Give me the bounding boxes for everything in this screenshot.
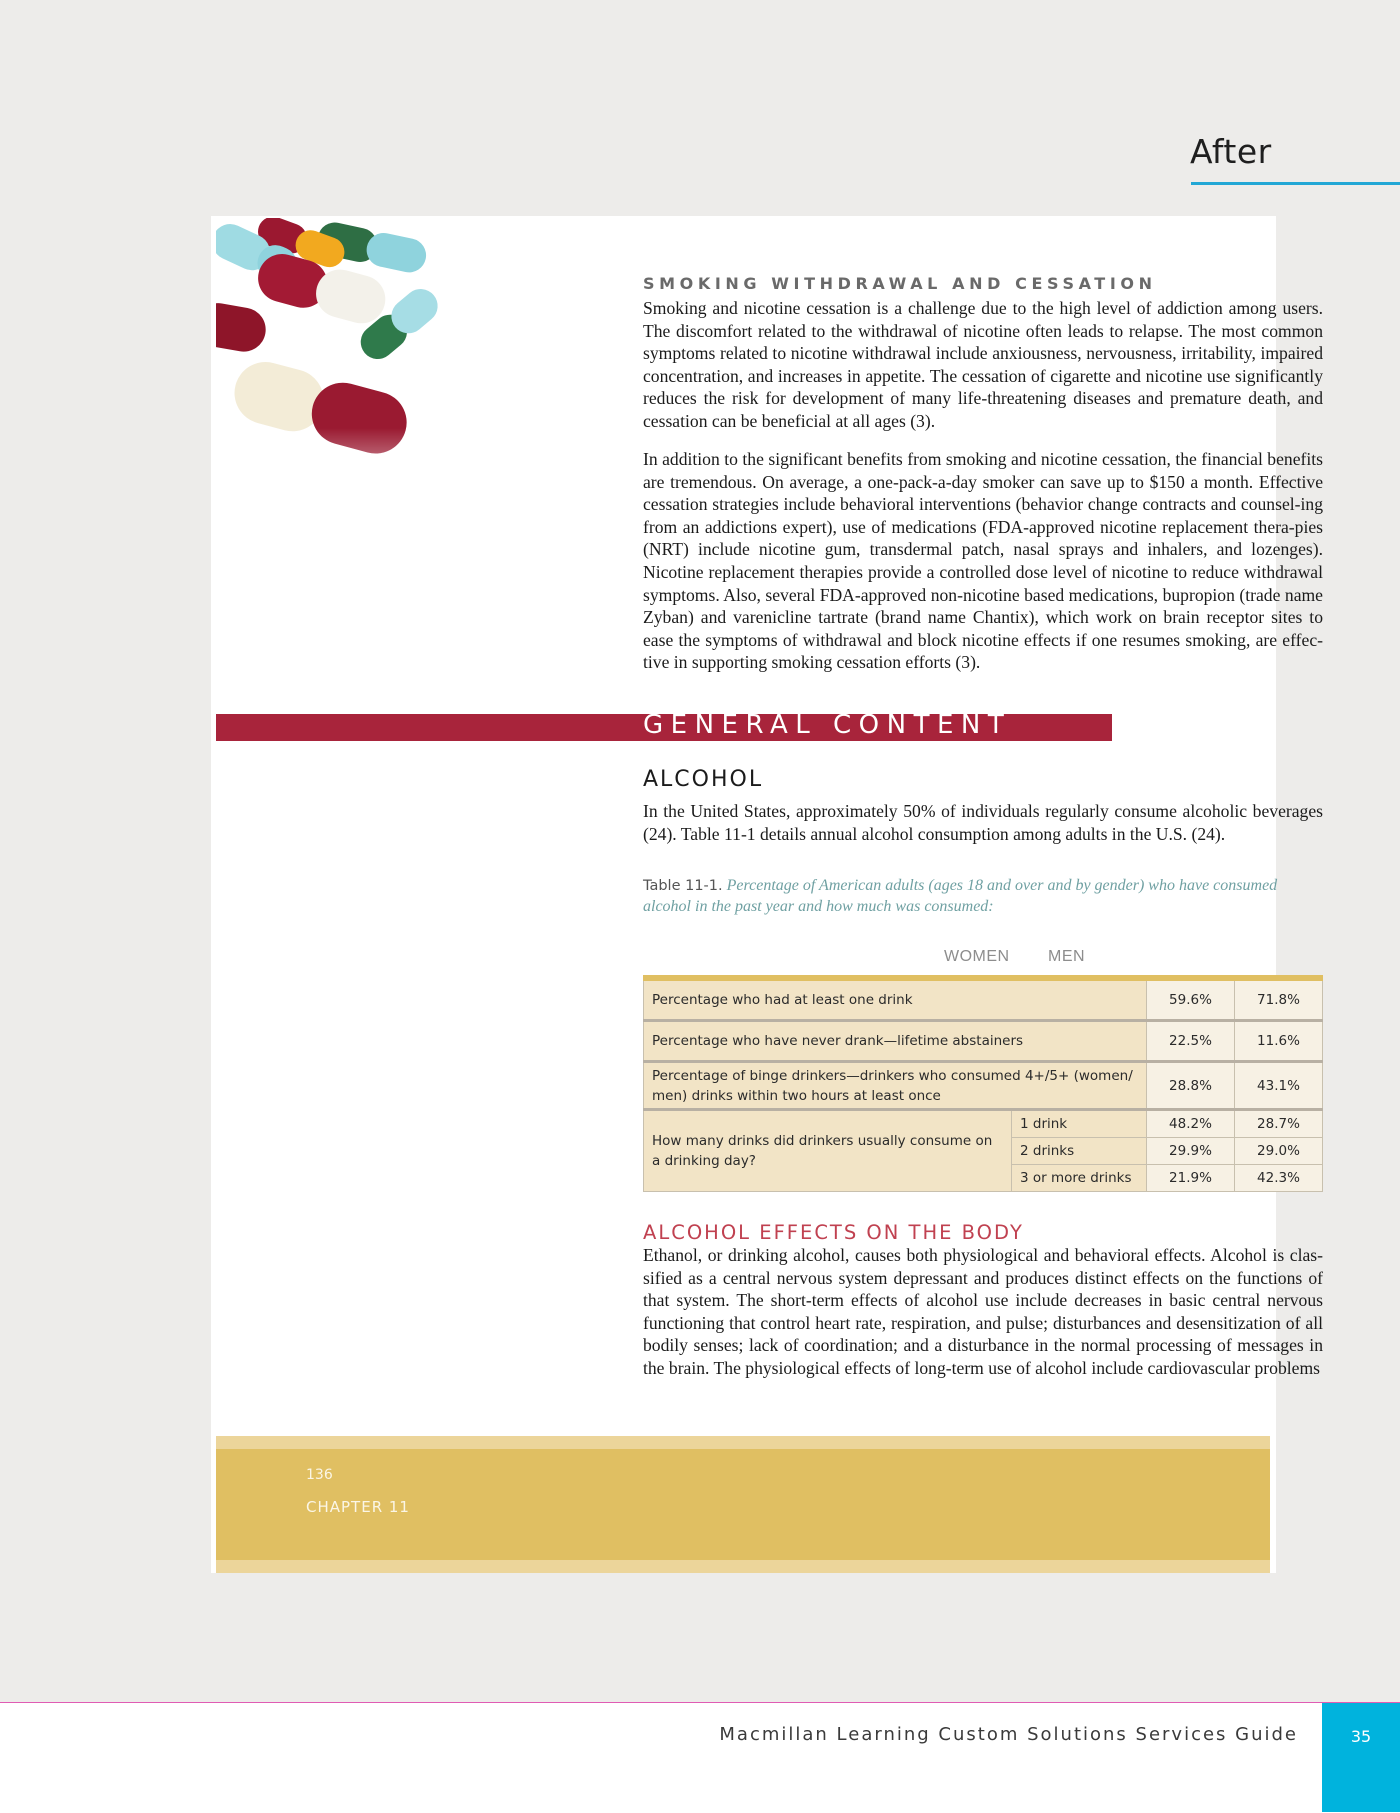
sub-row-label: 2 drinks — [1012, 1138, 1147, 1165]
alcohol-paragraph: In the United States, approximately 50% of individuals regularly consume alcoholic beverages (24). Table 11-1 details annual alcohol consumption among adults in the U.S. (24). — [643, 801, 1323, 844]
women-value: 21.9% — [1147, 1165, 1235, 1192]
column-header-women: WOMEN — [944, 948, 1010, 965]
page-number: 35 — [1350, 1727, 1372, 1746]
sheet-page-number: 136 — [306, 1467, 333, 1483]
row-label: Percentage who have never drank—lifetime abstainers — [644, 1021, 1147, 1062]
table-label: Table 11-1. — [643, 878, 723, 894]
sub-row-label: 3 or more drinks — [1012, 1165, 1147, 1192]
men-value: 43.1% — [1235, 1062, 1323, 1110]
effects-paragraph: Ethanol, or drinking alcohol, causes both physiological and behavioral effects. Alcohol is clas-sified as a central nervous system depressant and produces distinct effects on the functions of that system. The short-term effects of alcohol use include decreases in basic central nervous functioning that control heart rate, respiration, and pulse; disturbances and desensitization of all bodily senses; lack of coordination; and a disturbance in the normal processing of messages in the brain. The physiological effects of long-term use of alcohol include cardiovascular problems — [643, 1245, 1323, 1378]
women-value: 22.5% — [1147, 1021, 1235, 1062]
men-value: 71.8% — [1235, 978, 1323, 1021]
sub-row-label: 1 drink — [1012, 1110, 1147, 1138]
men-value: 42.3% — [1235, 1165, 1323, 1192]
table-row — [644, 978, 1323, 1021]
men-value: 28.7% — [1235, 1110, 1323, 1138]
smoking-paragraph-2: In addition to the significant benefits from smoking and nicotine cessation, the financial benefits are tremendous. On average, a one-pack-a-day smoker can save up to $150 a month. Effective cessation strategies include behavioral interventions (behavior change contracts and counsel-ing from an addictions expert), use of medications (FDA-approved nicotine replacement thera-pies (NRT) include nicotine gum, transdermal patch, nasal sprays and inhalers, and lozenges). Nicotine replacement therapies provide a controlled dose level of nicotine to reduce withdrawal symptoms. Also, several FDA-approved non-nicotine based medications, bupropion (trade name Zyban) and varenicline tartrate (brand name Chantix), which work on brain receptor sites to ease the symptoms of withdrawal and block nicotine effects if one resumes smoking, are effec-tive in supporting smoking cessation efforts (3). — [643, 449, 1323, 673]
table-caption — [643, 876, 1323, 916]
men-value: 11.6% — [1235, 1021, 1323, 1062]
men-value: 29.0% — [1235, 1138, 1323, 1165]
table-row — [644, 1110, 1323, 1138]
pills-photo — [216, 218, 456, 518]
women-value: 28.8% — [1147, 1062, 1235, 1110]
alcohol-table — [643, 975, 1323, 1192]
smoking-heading: SMOKING WITHDRAWAL AND CESSATION — [643, 274, 1157, 293]
guide-footer — [0, 1702, 1400, 1813]
guide-title: Macmillan Learning Custom Solutions Services Guide — [719, 1724, 1298, 1745]
women-value: 29.9% — [1147, 1138, 1235, 1165]
smoking-paragraph-1: Smoking and nicotine cessation is a challenge due to the high level of addiction among users. The discomfort related to the withdrawal of nicotine often leads to relapse. The most common symptoms related to nicotine withdrawal include anxiousness, nervousness, irritability, impaired concentration, and increases in appetite. The cessation of cigarette and nicotine use significantly reduces the risk for development of many life-threatening diseases and premature death, and cessation can be beneficial at all ages (3). — [643, 298, 1323, 431]
effects-heading: ALCOHOL EFFECTS ON THE BODY — [643, 1221, 1024, 1244]
group-label: How many drinks did drinkers usually consume on a drinking day? — [644, 1110, 1012, 1192]
chapter-label: CHAPTER 11 — [306, 1498, 410, 1516]
after-underline — [1191, 182, 1400, 185]
after-label: After — [1190, 132, 1272, 171]
women-value: 48.2% — [1147, 1110, 1235, 1138]
table-description: Percentage of American adults (ages 18 and over and by gender) who have consumed alcohol in the past year and how much was consumed: — [643, 877, 1278, 915]
page-number-tab — [1322, 1703, 1400, 1812]
row-label: Percentage of binge drinkers—drinkers who consumed 4+/5+ (women/ men) drinks within two hours at least once — [644, 1062, 1147, 1110]
general-content-title: GENERAL CONTENT — [643, 710, 1012, 740]
document-page — [211, 216, 1323, 1573]
column-header-men: MEN — [1048, 948, 1086, 965]
women-value: 59.6% — [1147, 978, 1235, 1021]
table-row — [644, 1062, 1323, 1110]
row-label: Percentage who had at least one drink — [644, 978, 1147, 1021]
table-row — [644, 1021, 1323, 1062]
alcohol-heading: ALCOHOL — [643, 767, 764, 792]
